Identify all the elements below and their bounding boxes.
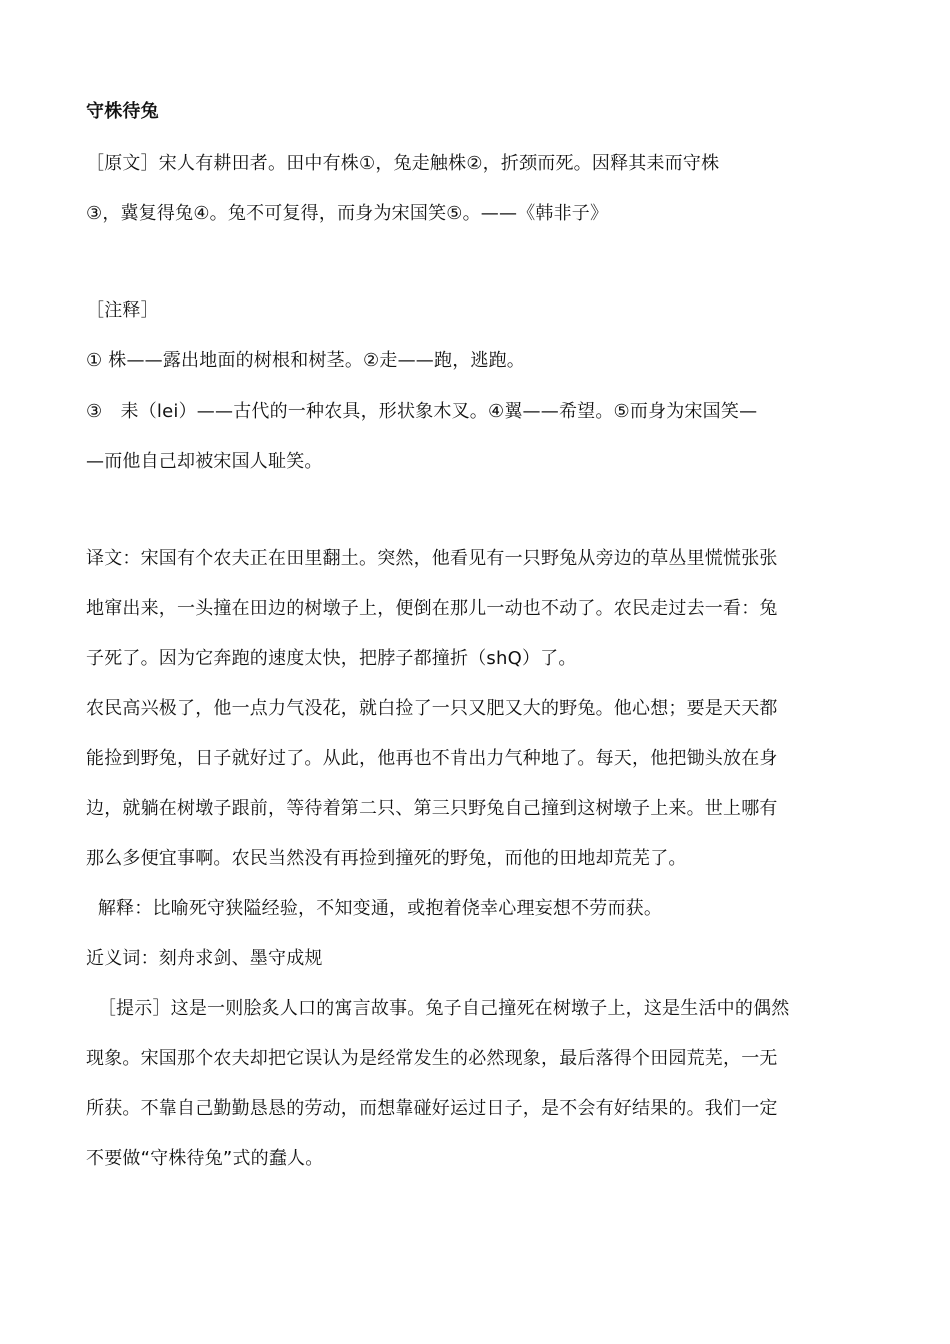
hint-line-1: ［提示］这是一则脍炙人口的寓言故事。兔子自己撞死在树墩子上，这是生活中的偶然 (86, 998, 790, 1019)
hint-line-3: 所获。不靠自己勤勤恳恳的劳动，而想靠碰好运过日子，是不会有好结果的。我们一定 (86, 1098, 778, 1119)
translation-line-4: 农民高兴极了，他一点力气没花，就白捡了一只又肥又大的野兔。他心想；要是天天都 (86, 698, 778, 719)
translation-line-7: 那么多便宜事啊。农民当然没有再捡到撞死的野兔，而他的田地却荒芜了。 (86, 848, 687, 869)
hint-line-4: 不要做“守株待兔”式的蠢人。 (86, 1148, 324, 1169)
notes-heading: ［注释］ (86, 300, 159, 321)
translation-line-5: 能捡到野兔，日子就好过了。从此，他再也不肯出力气种地了。每天，他把锄头放在身 (86, 748, 778, 769)
note-line-1: ① 株——露出地面的树根和树茎。②走——跑，逃跑。 (86, 350, 525, 371)
translation-line-2: 地窜出来，一头撞在田边的树墩子上，便倒在那儿一动也不动了。农民走过去一看：兔 (86, 598, 778, 619)
translation-line-3: 子死了。因为它奔跑的速度太快，把脖子都撞折（shQ）了。 (86, 648, 577, 669)
hint-line-2: 现象。宋国那个农夫却把它误认为是经常发生的必然现象，最后落得个田园荒芜，一无 (86, 1048, 778, 1069)
note-line-3: —而他自己却被宋国人耻笑。 (86, 451, 323, 472)
original-text-line-2: ③，冀复得兔④。兔不可复得，而身为宋国笑⑤。——《韩非子》 (86, 203, 609, 224)
synonyms-line: 近义词：刻舟求剑、墨守成规 (86, 948, 323, 969)
translation-line-1: 译文：宋国有个农夫正在田里翻土。突然，他看见有一只野兔从旁边的草丛里慌慌张张 (86, 548, 778, 569)
translation-line-6: 边，就躺在树墩子跟前，等待着第二只、第三只野兔自己撞到这树墩子上来。世上哪有 (86, 798, 778, 819)
document-title: 守株待兔 (86, 101, 159, 122)
note-line-2: ③ 耒（lei）——古代的一种农具，形状象木叉。④翼——希望。⑤而身为宋国笑— (86, 401, 758, 422)
explanation-line: 解释：比喻死守狭隘经验，不知变通，或抱着侥幸心理妄想不劳而获。 (86, 898, 663, 919)
original-text-line-1: ［原文］宋人有耕田者。田中有株①，兔走触株②，折颈而死。因释其耒而守株 (86, 153, 720, 174)
